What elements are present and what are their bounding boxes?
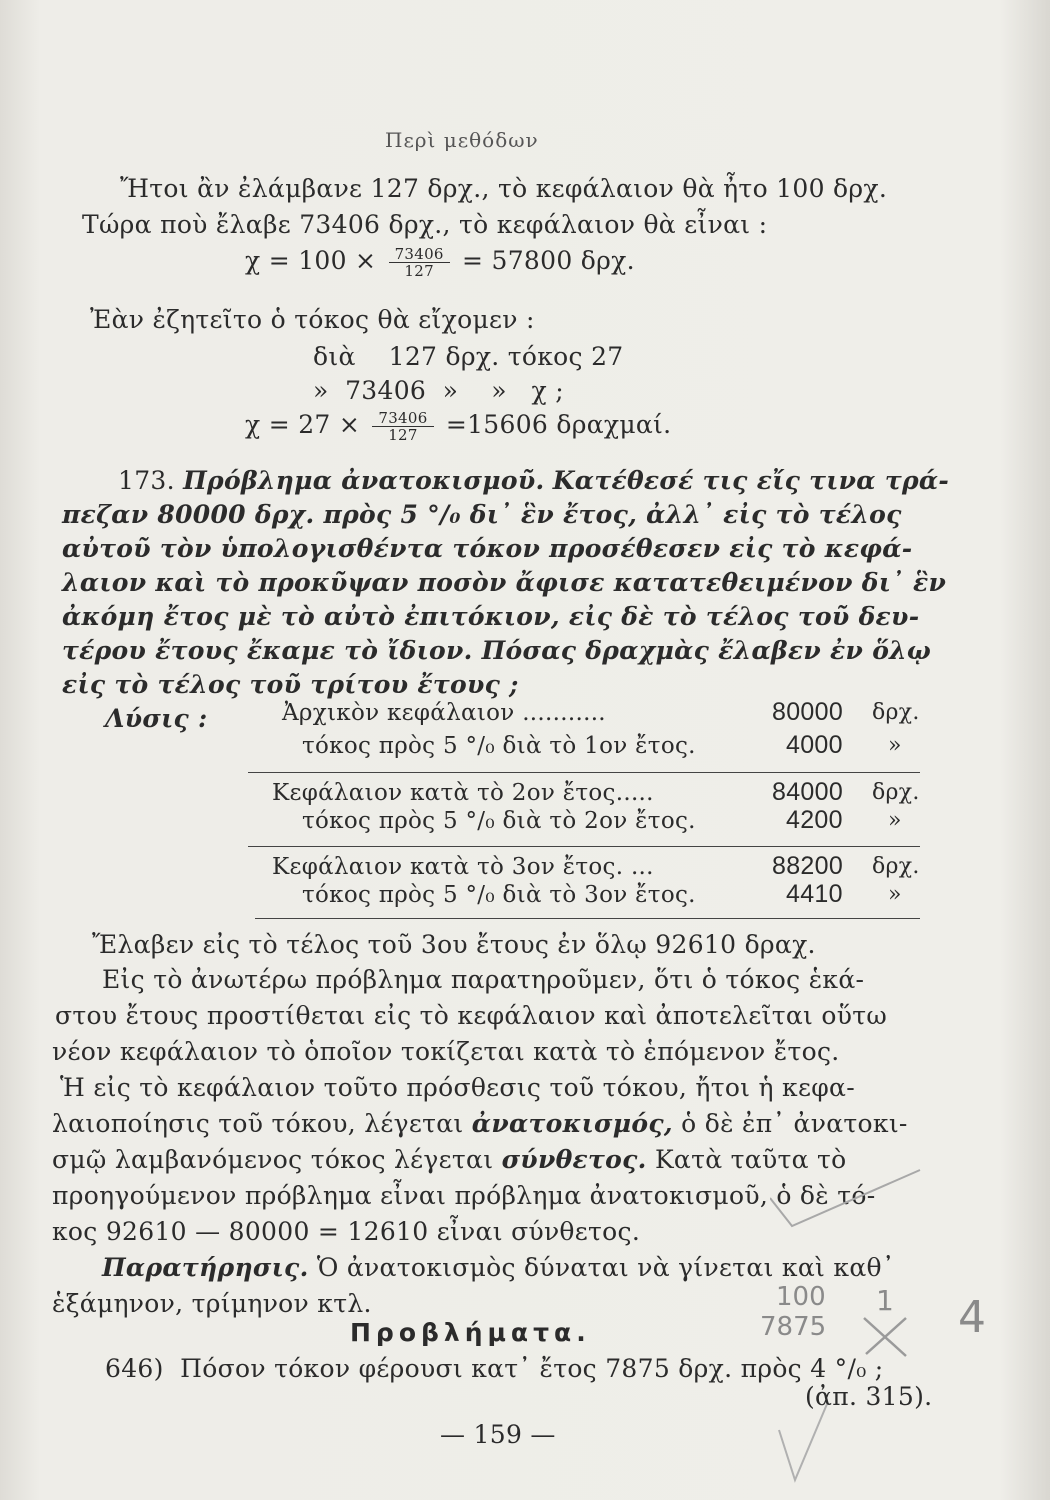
solution-row-amount: 4000: [786, 731, 843, 759]
problem-text: τέρου ἔτους ἔκαμε τὸ ἴδιον. Πόσας δραχμὰς ἔλαβεν ἐν ὅλῳ: [62, 636, 932, 665]
equation-1: [245, 246, 635, 279]
equation-right: = 57800 δρχ.: [462, 246, 635, 275]
paragraph-line: Εἰς τὸ ἀνωτέρω πρόβλημα παρατηροῦμεν, ὅτι ὁ τόκος ἑκά-: [102, 965, 865, 994]
paragraph-line: Ἔλαβεν εἰς τὸ τέλος τοῦ 3ου ἔτους ἐν ὅλῳ 92610 δραχ.: [92, 930, 816, 959]
paragraph-line: [52, 1145, 847, 1174]
table-rule: [248, 772, 920, 773]
paragraph-text: ὁ δὲ ἐπ᾽ ἀνατοκι-: [681, 1109, 908, 1138]
exercise-646: 646) Πόσον τόκον φέρουσι κατ᾽ ἔτος 7875 δρχ. πρὸς 4 °/₀ ;: [105, 1354, 884, 1383]
paragraph-line: κος 92610 — 80000 = 12610 εἶναι σύνθετος.: [52, 1217, 641, 1246]
problem-text: εἰς τὸ τέλος τοῦ τρίτου ἔτους ;: [62, 670, 519, 699]
fraction-numerator: 73406: [389, 246, 450, 263]
remark-text: Ὁ ἀνατοκισμὸς δύναται νὰ γίνεται καὶ καθ᾽: [316, 1253, 895, 1282]
solution-row-amount: 4200: [786, 806, 843, 834]
solution-row-desc: τόκος πρὸς 5 °/₀ διὰ τὸ 1ον ἔτος.: [302, 733, 696, 759]
problem-text: λαιον καὶ τὸ προκῦψαν ποσὸν ἄφισε κατατεθειμένον δι᾽ ἓν: [62, 568, 947, 597]
text-line: Τώρα ποὺ ἔλαβε 73406 δρχ., τὸ κεφάλαιον θὰ εἶναι :: [82, 210, 768, 239]
problem-number: 173.: [118, 466, 175, 495]
exercise-646-answer: (ἀπ. 315).: [805, 1382, 933, 1411]
fraction-denominator: 127: [404, 262, 434, 280]
page-number: — 159 —: [440, 1420, 556, 1449]
solution-row-desc: Κεφάλαιον κατὰ τὸ 2ον ἔτος.....: [272, 780, 654, 806]
term-emphasis: σύνθετος.: [501, 1145, 647, 1174]
solution-row-amount: 84000: [772, 778, 844, 806]
solution-row-unit: »: [888, 808, 902, 833]
text-line: » 73406 » » χ ;: [313, 376, 564, 405]
solution-row-unit: »: [888, 882, 902, 907]
problem-text: Κατέθεσέ τις εἴς τινα τρά-: [552, 466, 950, 495]
handwritten-mark: 4: [958, 1292, 986, 1343]
remark-line: ἑξάμηνον, τρίμηνον κτλ.: [52, 1289, 372, 1318]
fraction-denominator: 127: [388, 426, 418, 444]
paragraph-line: [52, 1109, 908, 1138]
equation-right: =15606 δραχμαί.: [445, 410, 672, 439]
text-line: Ἤτοι ἂν ἐλάμβανε 127 δρχ., τὸ κεφάλαιον θὰ ἦτο 100 δρχ.: [120, 174, 888, 203]
solution-row-desc: τόκος πρὸς 5 °/₀ διὰ τὸ 3ον ἔτος.: [302, 882, 696, 908]
solution-row-desc: τόκος πρὸς 5 °/₀ διὰ τὸ 2ον ἔτος.: [302, 808, 696, 834]
section-title: Προβλήματα.: [350, 1318, 591, 1347]
text-line: Ἐὰν ἐζητεῖτο ὁ τόκος θὰ εἴχομεν :: [90, 305, 535, 334]
problem-text: πεζαν 80000 δρχ. πρὸς 5 °/₀ δι᾽ ἓν ἔτος, ἀλλ᾽ εἰς τὸ τέλος: [62, 500, 902, 529]
paragraph-line: στου ἔτους προστίθεται εἰς τὸ κεφάλαιον καὶ ἀποτελεῖται οὕτω: [55, 1001, 888, 1030]
solution-row-amount: 80000: [772, 698, 844, 726]
solution-row-unit: δρχ.: [872, 700, 920, 725]
fraction: [389, 246, 450, 279]
problem-text: ἀκόμη ἔτος μὲ τὸ αὐτὸ ἐπιτόκιον, εἰς δὲ τὸ τέλος τοῦ δευ-: [62, 602, 920, 631]
problem-title: Πρόβλημα ἀνατοκισμοῦ.: [183, 466, 545, 495]
handwritten-number: 100: [776, 1282, 826, 1312]
solution-row-desc: Ἀρχικὸν κεφάλαιον ...........: [282, 700, 606, 726]
paragraph-text: Κατὰ ταῦτα τὸ: [654, 1145, 847, 1174]
handwritten-mark: 1: [876, 1284, 894, 1317]
equation-2: [245, 410, 671, 443]
solution-row-unit: »: [888, 733, 902, 758]
solution-row-unit: δρχ.: [872, 854, 920, 879]
equation-left: χ = 27 ×: [245, 410, 361, 439]
solution-row-amount: 88200: [772, 852, 844, 880]
text-line: διὰ 127 δρχ. τόκος 27: [313, 342, 624, 371]
paragraph-text: σμῷ λαμβανόμενος τόκος λέγεται: [52, 1145, 494, 1174]
pencil-check-mark-icon: [775, 1400, 835, 1490]
solution-label: Λύσις :: [105, 704, 208, 733]
solution-row-desc: Κεφάλαιον κατὰ τὸ 3ον ἔτος. ...: [272, 854, 654, 880]
pencil-check-mark-icon: [770, 1160, 970, 1280]
fraction-numerator: 73406: [372, 410, 433, 427]
paragraph-line: νέον κεφάλαιον τὸ ὁποῖον τοκίζεται κατὰ τὸ ἑπόμενον ἔτος.: [52, 1037, 840, 1066]
handwritten-number: 7875: [760, 1312, 827, 1342]
table-rule: [248, 846, 920, 847]
fraction: [372, 410, 433, 443]
equation-left: χ = 100 ×: [245, 246, 377, 275]
solution-row-amount: 4410: [786, 880, 843, 908]
running-header: Περὶ μεθόδων: [385, 128, 539, 152]
solution-row-unit: δρχ.: [872, 780, 920, 805]
problem-text: αὐτοῦ τὸν ὑπολογισθέντα τόκον προσέθεσεν εἰς τὸ κεφά-: [62, 534, 913, 563]
problem-173-line-1: [118, 466, 949, 495]
paragraph-line: Ἡ εἰς τὸ κεφάλαιον τοῦτο πρόσθεσις τοῦ τόκου, ἤτοι ἡ κεφα-: [60, 1073, 855, 1102]
term-emphasis: ἀνατοκισμός,: [471, 1109, 673, 1138]
table-rule: [255, 918, 920, 919]
paragraph-text: λαιοποίησις τοῦ τόκου, λέγεται: [52, 1109, 464, 1138]
remark-label: Παρατήρησις.: [102, 1253, 309, 1282]
paragraph-line: προηγούμενον πρόβλημα εἶναι πρόβλημα ἀνατοκισμοῦ, ὁ δὲ τό-: [52, 1181, 876, 1210]
